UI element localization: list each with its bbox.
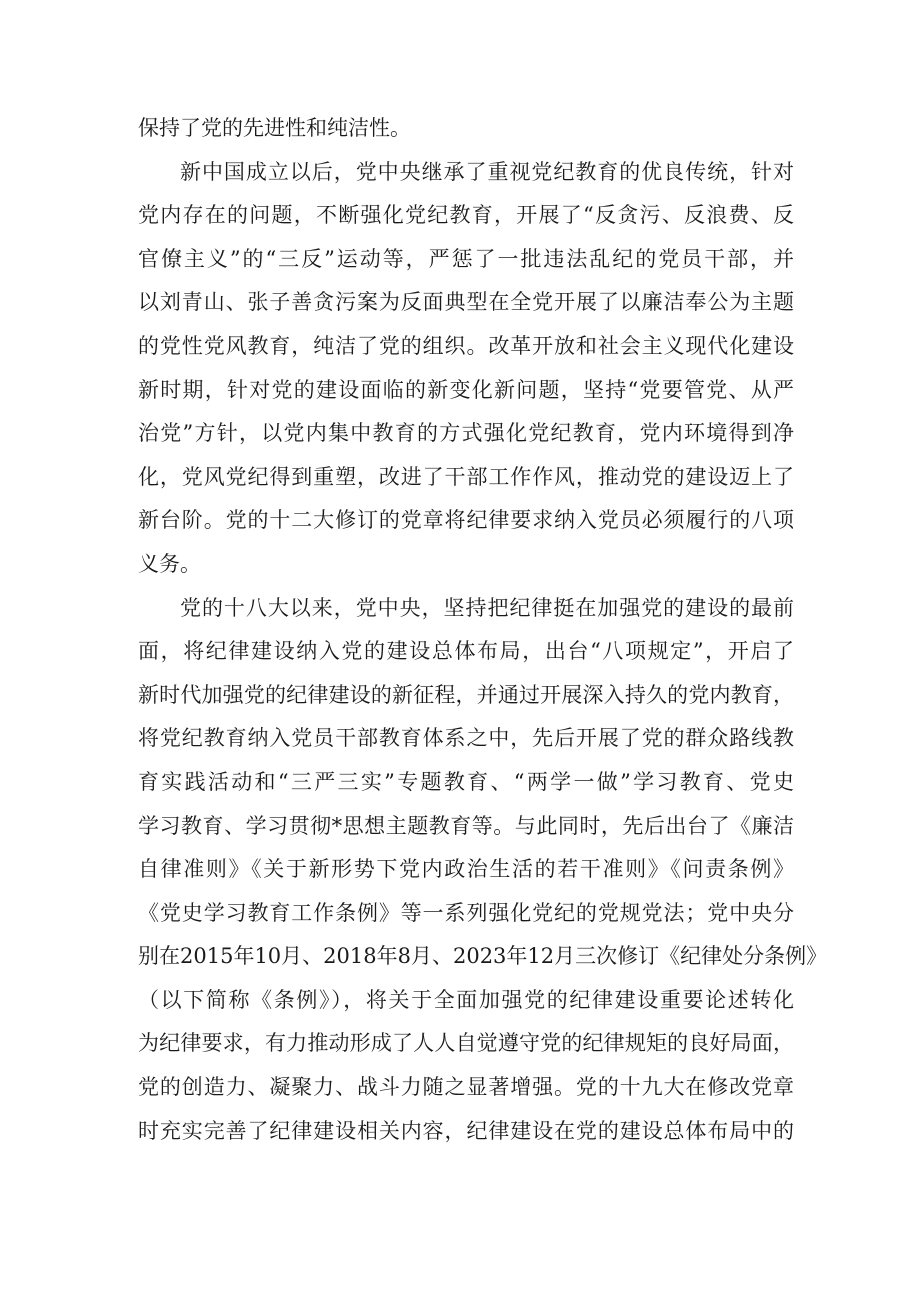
paragraph-line: 别在2015年10月、2018年8月、2023年12月三次修订《纪律处分条例》 [138,944,828,969]
paragraph-line: 新中国成立以后，党中央继承了重视党纪教育的优良传统，针对 [180,159,794,184]
paragraph-line: 官僚主义”的“三反”运动等，严惩了一批违法乱纪的党员干部，并 [138,246,794,271]
paragraph-line: 义务。 [138,551,201,576]
paragraph-line: （以下简称《条例》），将关于全面加强党的纪律建设重要论述转化 [138,987,794,1012]
paragraph-line: 治党”方针，以党内集中教育的方式强化党纪教育，党内环境得到净 [138,421,794,446]
paragraph-line: 面，将纪律建设纳入党的建设总体布局，出台“八项规定”，开启了 [138,639,794,664]
paragraph-line: 将党纪教育纳入党员干部教育体系之中，先后开展了党的群众路线教 [138,726,794,751]
paragraph-line: 学习教育、学习贯彻*思想主题教育等。与此同时，先后出台了《廉洁 [138,813,794,838]
paragraph-line: 保持了党的先进性和纯洁性。 [138,116,411,140]
paragraph-1 [138,107,794,151]
paragraph-line: 时充实完善了纪律建设相关内容，纪律建设在党的建设总体布局中的 [138,1118,794,1143]
paragraph-line: 为纪律要求，有力推动形成了人人自觉遵守党的纪律规矩的良好局面， [138,1031,794,1056]
paragraph-line: 自律准则》《关于新形势下党内政治生活的若干准则》《问责条例》 [138,857,794,882]
document-body [138,107,828,1153]
paragraph-line: 党的十八大以来，党中央，坚持把纪律挺在加强党的建设的最前 [180,595,794,620]
paragraph-line: 以刘青山、张子善贪污案为反面典型在全党开展了以廉洁奉公为主题 [138,290,794,315]
paragraph-line: 育实践活动和“三严三实”专题教育、“两学一做”学习教育、党史 [138,769,794,794]
paragraph-line: 党内存在的问题，不断强化党纪教育，开展了“反贪污、反浪费、反 [138,203,794,228]
paragraph-line: 党的创造力、凝聚力、战斗力随之显著增强。党的十九大在修改党章 [138,1075,794,1100]
paragraph-line: 的党性党风教育，纯洁了党的组织。改革开放和社会主义现代化建设 [138,333,794,358]
paragraph-line: 化，党风党纪得到重塑，改进了干部工作作风，推动党的建设迈上了 [138,464,794,489]
paragraph-line: 新台阶。党的十二大修订的党章将纪律要求纳入党员必须履行的八项 [138,508,794,533]
paragraph-line: 《党史学习教育工作条例》等一系列强化党纪的党规党法；党中央分 [138,900,794,925]
paragraph-3 [138,587,828,1154]
paragraph-line: 新时代加强党的纪律建设的新征程，并通过开展深入持久的党内教育， [138,682,794,707]
paragraph-2 [138,151,794,587]
paragraph-line: 新时期，针对党的建设面临的新变化新问题，坚持“党要管党、从严 [138,377,794,402]
